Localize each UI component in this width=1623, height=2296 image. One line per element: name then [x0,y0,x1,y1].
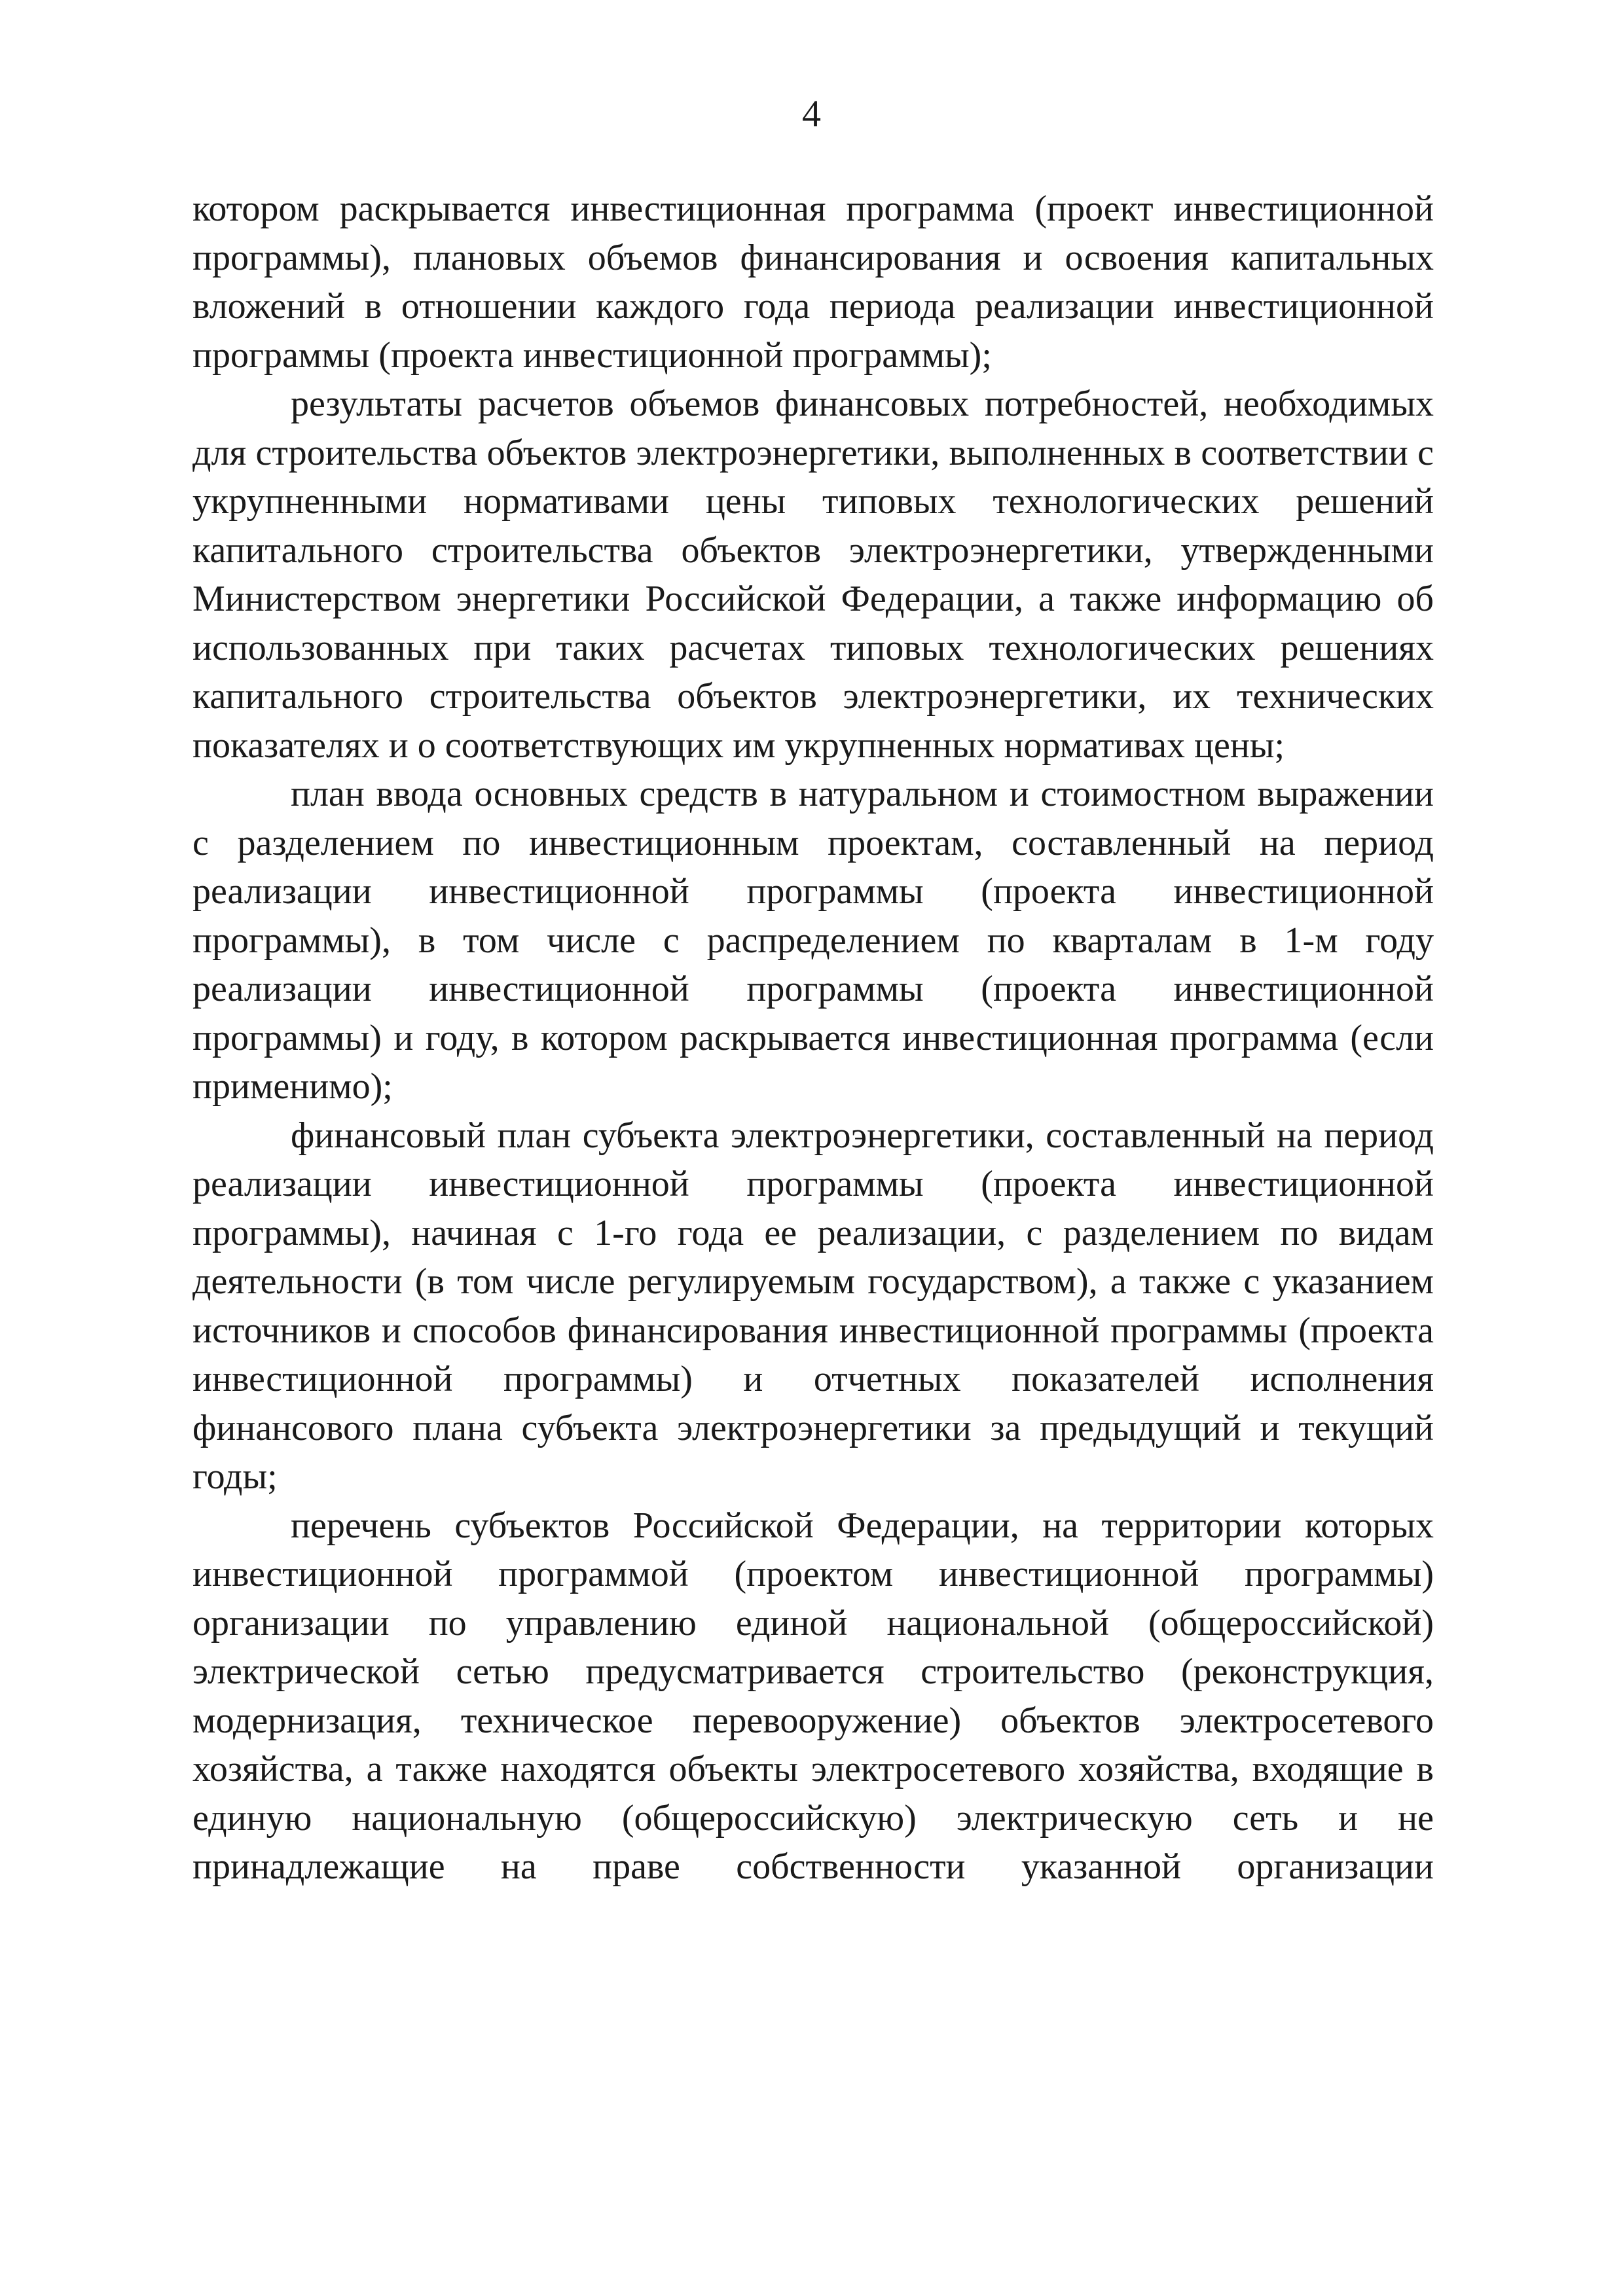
paragraph-fixed-assets-plan: план ввода основных средств в натуральном и стоимостном выражении с разделением по инвестиционным проектам, составленный на период реализации инвестиционной программы (проекта инвестиционной программы), в том числе с распределением по кварталам в 1-м году реализации инвестиционной программы (проекта инвестиционной программы) и году, в котором раскрывается инвестиционная программа (если применимо); [192,774,1434,1107]
page-number: 4 [802,92,821,135]
paragraph-regions-list: перечень субъектов Российской Федерации, на территории которых инвестиционной программой (проектом инвестиционной программы) организации по управлению единой национальной (общероссийской) электрической сетью предусматривается строительство (реконструкция, модернизация, техническое перевооружение) объектов электросетевого хозяйства, а также находятся объекты электросетевого хозяйства, входящие в единую национальную (общероссийскую) электрическую сеть и не принадлежащие на праве собственности указанной организации [192,1505,1434,1887]
paragraph-financial-plan: финансовый план субъекта электроэнергетики, составленный на период реализации инвестиционной программы (проекта инвестиционной программы), начиная с 1-го года ее реализации, с разделением по видам деятельности (в том числе регулируемым государством), а также с указанием источников и способов финансирования инвестиционной программы (проекта инвестиционной программы) и отчетных показателей исполнения финансового плана субъекта электроэнергетики за предыдущий и текущий годы; [192,1115,1434,1497]
paragraph-calculation-results: результаты расчетов объемов финансовых потребностей, необходимых для строительства объектов электроэнергетики, выполненных в соответствии с укрупненными нормативами цены типовых технологических решений капитального строительства объектов электроэнергетики, утвержденными Министерством энергетики Российской Федерации, а также информацию об использованных при таких расчетах типовых технологических решениях капитального строительства объектов электроэнергетики, их технических показателях и о соответствующих им укрупненных нормативах цены; [192,384,1434,766]
paragraph-continuation: котором раскрывается инвестиционная программа (проект инвестиционной программы), плановых объемов финансирования и освоения капитальных вложений в отношении каждого года периода реализации инвестиционной программы (проекта инвестиционной программы); [192,188,1434,376]
document-body [192,185,1434,1892]
